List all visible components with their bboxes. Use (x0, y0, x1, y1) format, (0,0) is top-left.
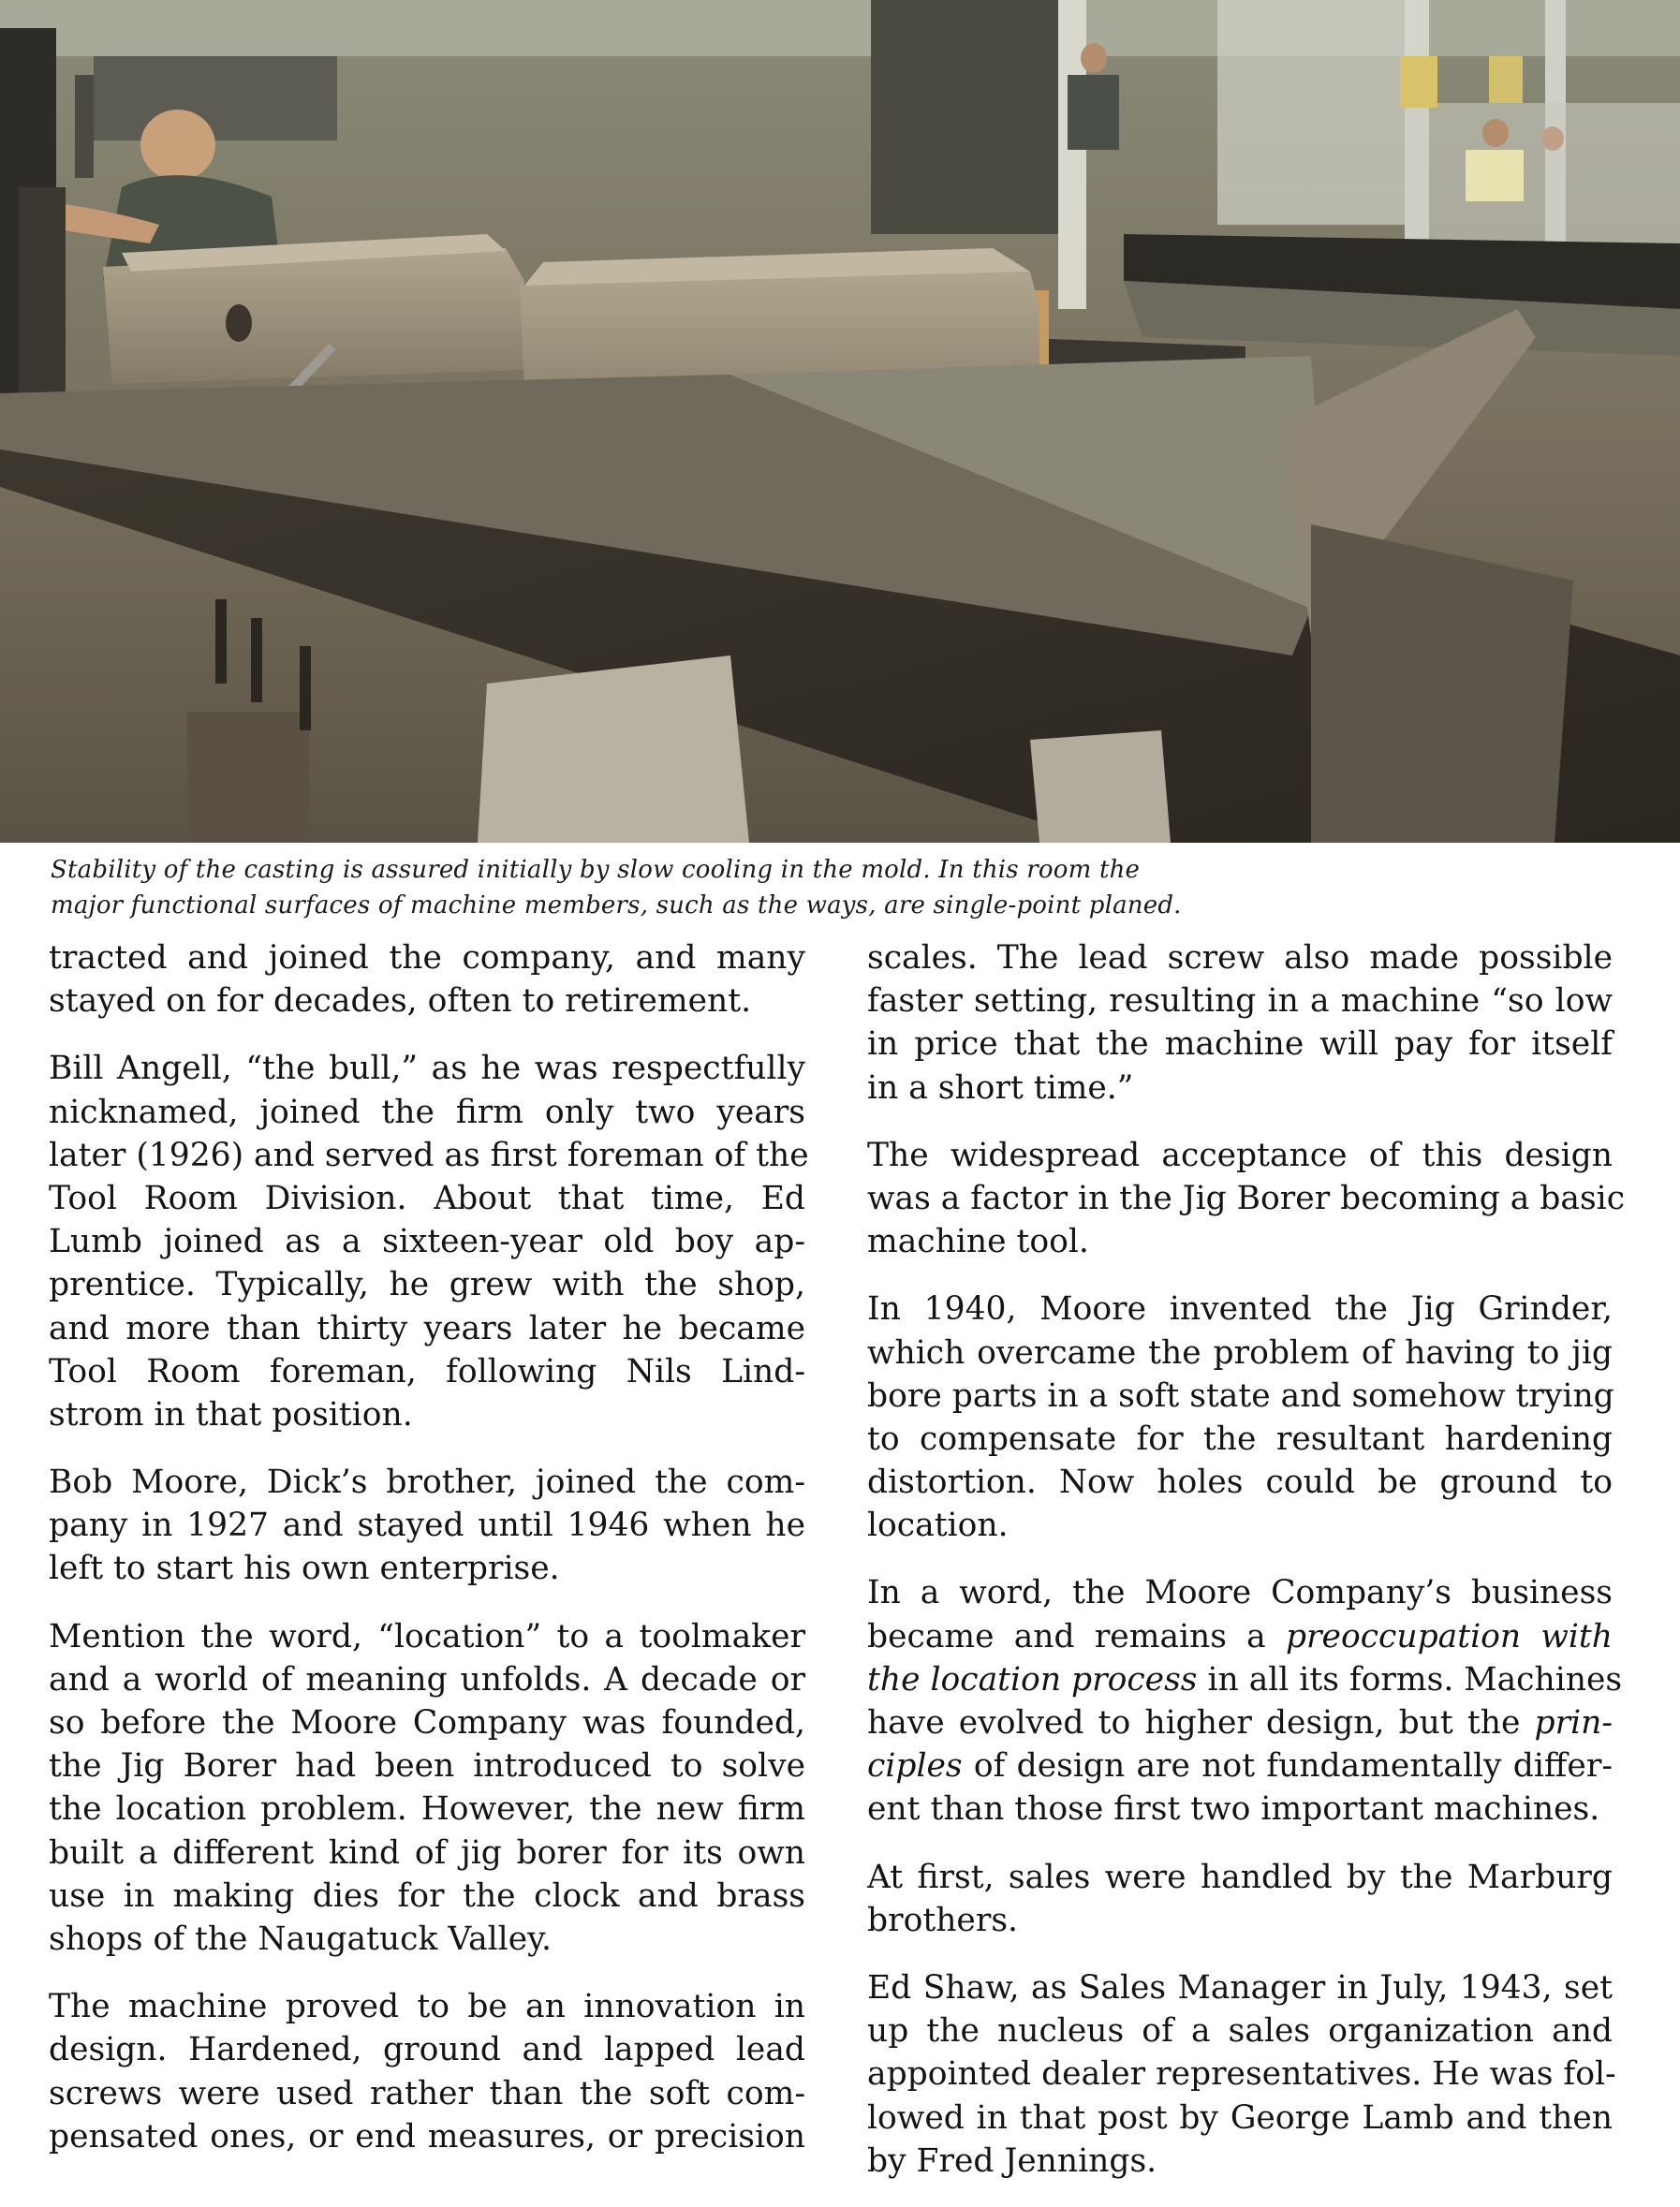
text-line: screws were used rather than the soft com- (49, 2074, 805, 2112)
text-run: of design are not fundamentally differ- (962, 1747, 1613, 1786)
text-line: strom in that position. (49, 1395, 413, 1434)
text-line: built a different kind of jig borer for its own (49, 1833, 805, 1872)
text-line: At first, sales were handled by the Marburg (867, 1858, 1613, 1896)
text-line: the location problem. However, the new firm (49, 1790, 805, 1829)
text-line: In 1940, Moore invented the Jig Grinder, (867, 1290, 1613, 1329)
italic-run: the location process (867, 1660, 1198, 1699)
text-line: to compensate for the resultant hardening (867, 1420, 1613, 1458)
text-line: by Fred Jennings. (867, 2141, 1157, 2180)
paragraph (49, 936, 805, 1023)
text-line: and more than thirty years later he became (49, 1309, 805, 1347)
paragraph (49, 1461, 805, 1591)
paragraph (49, 1985, 805, 2158)
text-run: ent than those first two important machines. (867, 1790, 1600, 1829)
text-line (867, 1788, 1613, 1831)
italic-run: preoccupation with (1285, 1617, 1613, 1655)
text-line: machine tool. (867, 1223, 1089, 1261)
text-line: Mention the word, “location” to a toolmaker (49, 1617, 805, 1655)
text-line: stayed on for decades, often to retirement. (49, 982, 752, 1021)
text-line: brothers. (867, 1901, 1019, 1939)
text-run: in all its forms. Machines (1197, 1660, 1623, 1699)
text-line: tracted and joined the company, and many (49, 939, 805, 977)
text-line: Ed Shaw, as Sales Manager in July, 1943, set (867, 1968, 1613, 2007)
paragraph (867, 1571, 1623, 1831)
text-line: the Jig Borer had been introduced to solve (49, 1747, 805, 1786)
text-line: bore parts in a soft state and somehow trying (867, 1376, 1614, 1415)
text-line: pensated ones, or end measures, or precision (49, 2117, 805, 2156)
text-line (867, 1744, 1613, 1788)
text-run: became and remains a (867, 1617, 1286, 1655)
text-line: in price that the machine will pay for itself (867, 1025, 1613, 1064)
text-line: was a factor in the Jig Borer becoming a basic (867, 1179, 1626, 1217)
text-line: Bob Moore, Dick’s brother, joined the com- (49, 1464, 805, 1502)
text-line: scales. The lead screw also made possible (867, 939, 1613, 977)
caption-line: major functional surfaces of machine members, such as the ways, are single-point planed. (51, 891, 1182, 920)
paragraph (867, 1287, 1613, 1547)
text-line: location. (867, 1507, 1009, 1545)
right-text-column (867, 936, 1626, 2207)
text-line: Bill Angell, “the bull,” as he was respectfully (49, 1050, 805, 1088)
text-line: pany in 1927 and stayed until 1946 when he (49, 1507, 805, 1545)
text-line (867, 1571, 1613, 1614)
text-line (867, 1701, 1613, 1744)
paragraph (867, 936, 1613, 1110)
photo-caption (51, 852, 1643, 923)
text-line: later (1926) and served as first foreman of the (49, 1136, 809, 1174)
text-run: In a word, the Moore Company’s business (867, 1574, 1613, 1612)
text-line: lowed in that post by George Lamb and then (867, 2098, 1613, 2137)
text-line: Lumb joined as a sixteen-year old boy ap- (49, 1223, 805, 1261)
text-line: use in making dies for the clock and brass (49, 1876, 805, 1915)
text-line: shops of the Naugatuck Valley. (49, 1920, 553, 1958)
left-text-column (49, 936, 809, 2183)
paragraph (867, 1966, 1616, 2183)
paragraph (49, 1615, 805, 1962)
text-line: distortion. Now holes could be ground to (867, 1464, 1613, 1502)
text-line: The machine proved to be an innovation in (49, 1988, 805, 2026)
text-line: prentice. Typically, he grew with the shop, (49, 1266, 805, 1304)
text-line: up the nucleus of a sales organization and (867, 2012, 1613, 2051)
italic-run: ciples (867, 1747, 963, 1786)
text-line: faster setting, resulting in a machine “so low (867, 982, 1613, 1021)
caption-line: Stability of the casting is assured initially by slow cooling in the mold. In this room the (51, 856, 1141, 884)
text-line (867, 1615, 1613, 1658)
paragraph (867, 1856, 1613, 1942)
text-line: and a world of meaning unfolds. A decade or (49, 1660, 805, 1699)
italic-run: prin- (1534, 1704, 1613, 1742)
text-line: in a short time.” (867, 1068, 1134, 1107)
text-line (867, 1658, 1623, 1701)
text-line: so before the Moore Company was founded, (49, 1704, 805, 1742)
machine-shop-photo (0, 0, 1680, 843)
paragraph (49, 1047, 809, 1436)
photo-illustration (0, 0, 1680, 843)
text-line: Tool Room foreman, following Nils Lind- (49, 1352, 805, 1390)
text-line: which overcame the problem of having to jig (867, 1333, 1613, 1372)
text-line: The widespread acceptance of this design (867, 1136, 1613, 1174)
text-line: design. Hardened, ground and lapped lead (49, 2031, 805, 2069)
text-run: have evolved to higher design, but the (867, 1704, 1535, 1742)
text-line: appointed dealer representatives. He was fol- (867, 2055, 1616, 2094)
paragraph (867, 1134, 1626, 1264)
text-line: left to start his own enterprise. (49, 1550, 560, 1588)
text-line: Tool Room Division. About that time, Ed (49, 1179, 805, 1217)
text-line: nicknamed, joined the firm only two years (49, 1093, 805, 1131)
